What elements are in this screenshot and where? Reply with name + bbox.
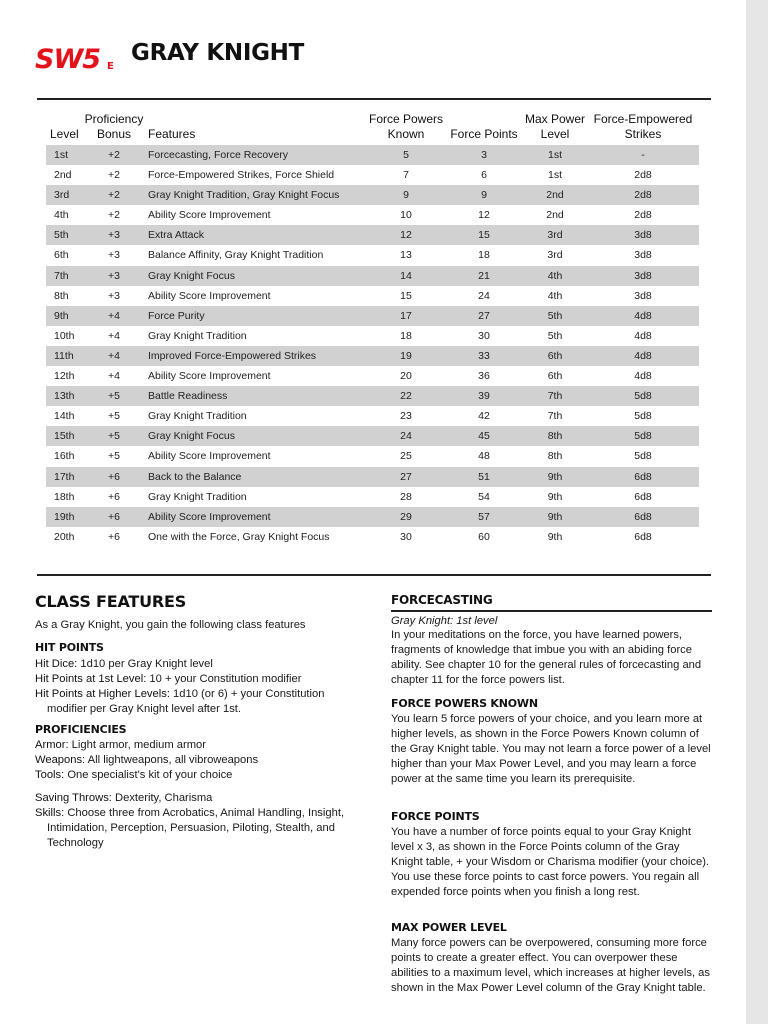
cell-features: Gray Knight Tradition xyxy=(148,329,247,342)
cell-proficiency: +5 xyxy=(108,430,120,443)
forcecasting-body: In your meditations on the force, you have learned powers, fragments of knowledge that imbue you with an abiding force ability. See chapter 10 for the general rules of forcecasting and chapter 11 for the force powers list. xyxy=(391,629,702,686)
header-powers-known-bottom: Known xyxy=(387,127,425,141)
table-row xyxy=(46,507,699,527)
header-max-level-top: Max Power xyxy=(524,112,586,126)
cell-proficiency: +6 xyxy=(108,490,120,503)
table-row xyxy=(46,406,699,426)
forcecasting-sub-value: 1st level xyxy=(456,615,498,627)
skills-label: Skills: xyxy=(35,807,65,819)
hit-dice-line xyxy=(35,657,367,672)
cell-force-points: 18 xyxy=(478,249,490,262)
cell-strikes: 3d8 xyxy=(634,249,652,262)
cell-strikes: 5d8 xyxy=(634,450,652,463)
header-force-points: Force Points xyxy=(450,127,518,141)
header-max-level-bottom: Level xyxy=(540,127,570,141)
cell-level: 14th xyxy=(54,410,75,423)
skills-value: Choose three from Acrobatics, Animal Handling, Insight, Intimidation, Perception, Persuasion, Piloting, Stealth, and Technology xyxy=(47,807,345,849)
cell-proficiency: +3 xyxy=(108,269,120,282)
cell-powers-known: 27 xyxy=(400,470,412,483)
table-row xyxy=(46,366,699,386)
cell-max-level: 5th xyxy=(547,329,563,342)
cell-force-points: 39 xyxy=(478,390,490,403)
cell-force-points: 51 xyxy=(478,470,490,483)
cell-features: One with the Force, Gray Knight Focus xyxy=(148,530,330,543)
hp-first-level-label: Hit Points at 1st Level: xyxy=(35,673,147,685)
cell-strikes: 4d8 xyxy=(634,349,652,362)
cell-features: Gray Knight Tradition xyxy=(148,490,247,503)
cell-max-level: 1st xyxy=(547,149,562,161)
cell-max-level: 1st xyxy=(547,169,562,182)
sw5e-logo xyxy=(35,44,119,74)
cell-max-level: 9th xyxy=(547,510,563,523)
hit-dice-value: 1d10 per Gray Knight level xyxy=(80,658,213,670)
table-row xyxy=(46,426,699,446)
progression-table-body xyxy=(46,145,699,547)
cell-powers-known: 10 xyxy=(400,209,412,222)
cell-powers-known: 12 xyxy=(400,229,412,242)
cell-force-points: 33 xyxy=(478,349,490,362)
cell-proficiency: +6 xyxy=(108,510,120,523)
tools-line xyxy=(35,768,367,783)
cell-level: 3rd xyxy=(54,189,70,202)
cell-force-points: 45 xyxy=(478,430,490,443)
table-row xyxy=(46,306,699,326)
cell-force-points: 6 xyxy=(481,169,487,182)
cell-level: 5th xyxy=(54,229,69,242)
cell-max-level: 2nd xyxy=(546,209,564,222)
cell-features: Battle Readiness xyxy=(148,390,228,403)
cell-strikes: 2d8 xyxy=(634,189,652,202)
table-row xyxy=(46,245,699,265)
cell-powers-known: 25 xyxy=(400,450,412,463)
armor-line xyxy=(35,738,367,753)
cell-strikes: 6d8 xyxy=(634,470,652,483)
cell-force-points: 9 xyxy=(481,189,487,202)
force-points-heading: FORCE POINTS xyxy=(391,810,480,823)
cell-proficiency: +3 xyxy=(108,229,120,242)
cell-max-level: 7th xyxy=(547,390,563,403)
table-row xyxy=(46,326,699,346)
table-row xyxy=(46,487,699,507)
cell-features: Force Purity xyxy=(148,309,205,322)
cell-level: 15th xyxy=(54,430,75,443)
cell-strikes: 2d8 xyxy=(634,169,652,182)
cell-features: Improved Force-Empowered Strikes xyxy=(148,349,317,362)
cell-proficiency: +2 xyxy=(108,169,120,182)
force-powers-known-heading: FORCE POWERS KNOWN xyxy=(391,697,538,710)
cell-features: Gray Knight Focus xyxy=(148,430,235,443)
proficiencies-heading: PROFICIENCIES xyxy=(35,723,127,736)
cell-max-level: 4th xyxy=(547,289,563,302)
table-row xyxy=(46,266,699,286)
cell-proficiency: +6 xyxy=(108,470,120,483)
cell-proficiency: +3 xyxy=(108,289,120,302)
cell-powers-known: 24 xyxy=(400,430,412,443)
force-points-body: You have a number of force points equal to your Gray Knight level x 3, as shown in the Force Points column of the Gray Knight table, + your Wisdom or Charisma modifier (your choice). You use these force points to cast force powers. You regain all expended force points when you finish a long rest. xyxy=(391,826,710,898)
table-row xyxy=(46,205,699,225)
table-row xyxy=(46,185,699,205)
cell-proficiency: +5 xyxy=(108,390,120,403)
cell-max-level: 9th xyxy=(547,490,563,503)
cell-powers-known: 9 xyxy=(403,189,409,202)
table-row xyxy=(46,386,699,406)
cell-max-level: 8th xyxy=(547,430,563,443)
cell-strikes: 3d8 xyxy=(634,289,652,302)
cell-level: 1st xyxy=(54,149,69,161)
cell-proficiency: +4 xyxy=(108,370,120,383)
cell-level: 18th xyxy=(54,490,75,503)
cell-strikes: 5d8 xyxy=(634,390,652,403)
cell-features: Back to the Balance xyxy=(148,470,242,483)
cell-max-level: 6th xyxy=(547,349,563,362)
cell-features: Ability Score Improvement xyxy=(148,370,271,383)
tools-value: One specialist's kit of your choice xyxy=(67,769,233,781)
header-powers-known-top: Force Powers xyxy=(368,112,444,126)
table-row xyxy=(46,446,699,466)
cell-features: Force-Empowered Strikes, Force Shield xyxy=(148,169,335,182)
hit-dice-label: Hit Dice: xyxy=(35,658,78,670)
cell-level: 13th xyxy=(54,390,75,403)
cell-powers-known: 30 xyxy=(400,530,412,543)
cell-features: Balance Affinity, Gray Knight Tradition xyxy=(148,249,324,262)
weapons-value: All lightweapons, all vibroweapons xyxy=(87,754,259,766)
table-row xyxy=(46,346,699,366)
cell-level: 4th xyxy=(54,209,69,222)
cell-features: Extra Attack xyxy=(148,229,205,242)
cell-features: Ability Score Improvement xyxy=(148,510,271,523)
armor-label: Armor: xyxy=(35,739,69,751)
cell-powers-known: 22 xyxy=(400,390,412,403)
cell-strikes: 4d8 xyxy=(634,329,652,342)
header-strikes-top: Force-Empowered xyxy=(593,112,693,126)
logo-main-text: SW5 xyxy=(35,44,101,74)
cell-force-points: 48 xyxy=(478,450,490,463)
hit-points-heading: HIT POINTS xyxy=(35,641,104,654)
forcecasting-heading: FORCECASTING xyxy=(391,593,493,607)
skills-line xyxy=(35,806,352,851)
cell-proficiency: +2 xyxy=(108,189,120,202)
cell-strikes: 4d8 xyxy=(634,370,652,383)
page-edge-band xyxy=(746,0,768,1024)
header-features: Features xyxy=(148,127,196,141)
cell-strikes: 5d8 xyxy=(634,410,652,423)
cell-max-level: 6th xyxy=(547,370,563,383)
cell-max-level: 9th xyxy=(547,530,563,543)
header-strikes-bottom: Strikes xyxy=(624,127,662,141)
cell-max-level: 2nd xyxy=(546,189,564,202)
cell-level: 7th xyxy=(54,269,69,282)
cell-features: Ability Score Improvement xyxy=(148,450,271,463)
force-powers-known-body: You learn 5 force powers of your choice, and you learn more at higher levels, as shown in the Force Powers Known column of the Gray Knight table. You may not learn a force power of a level higher than your Max Power Level, and you may learn a force power at the same time you learn its prerequisite. xyxy=(391,713,711,785)
cell-level: 10th xyxy=(54,329,75,342)
hp-higher-levels-value: 1d10 (or 6) + your Constitution modifier per Gray Knight level after 1st. xyxy=(47,688,325,715)
cell-strikes: 6d8 xyxy=(634,490,652,503)
max-power-level-body: Many force powers can be overpowered, consuming more force points to create a greater effect. You can overpower these abilities to a maximum level, which increases at higher levels, as shown in the Max Power Level column of the Gray Knight table. xyxy=(391,937,710,994)
hp-first-level-line xyxy=(35,672,367,687)
cell-proficiency: +2 xyxy=(108,149,120,161)
cell-powers-known: 17 xyxy=(400,309,412,322)
cell-force-points: 3 xyxy=(481,149,487,161)
cell-level: 2nd xyxy=(54,169,72,182)
cell-powers-known: 23 xyxy=(400,410,412,423)
hp-higher-levels-line xyxy=(35,687,367,717)
cell-proficiency: +3 xyxy=(108,249,120,262)
class-features-heading: CLASS FEATURES xyxy=(35,592,187,611)
table-top-rule xyxy=(37,98,711,100)
cell-features: Ability Score Improvement xyxy=(148,209,271,222)
armor-value: Light armor, medium armor xyxy=(71,739,206,751)
cell-powers-known: 18 xyxy=(400,329,412,342)
cell-features: Forcecasting, Force Recovery xyxy=(148,149,289,161)
forcecasting-sub xyxy=(391,614,713,629)
cell-strikes: 4d8 xyxy=(634,309,652,322)
table-row xyxy=(46,165,699,185)
cell-powers-known: 14 xyxy=(400,269,412,282)
cell-proficiency: +4 xyxy=(108,329,120,342)
forcecasting-sub-label: Gray Knight: xyxy=(391,615,454,627)
cell-strikes: 3d8 xyxy=(634,229,652,242)
cell-level: 19th xyxy=(54,510,75,523)
cell-max-level: 3rd xyxy=(547,229,563,242)
cell-force-points: 54 xyxy=(478,490,490,503)
cell-force-points: 27 xyxy=(478,309,490,322)
tools-label: Tools: xyxy=(35,769,65,781)
cell-strikes: 6d8 xyxy=(634,530,652,543)
cell-strikes: 5d8 xyxy=(634,430,652,443)
cell-powers-known: 19 xyxy=(400,349,412,362)
saving-throws-value: Dexterity, Charisma xyxy=(115,792,213,804)
cell-force-points: 12 xyxy=(478,209,490,222)
cell-powers-known: 20 xyxy=(400,370,412,383)
cell-strikes: 2d8 xyxy=(634,209,652,222)
hp-higher-levels-label: Hit Points at Higher Levels: xyxy=(35,688,170,700)
table-header xyxy=(0,112,746,142)
cell-force-points: 24 xyxy=(478,289,490,302)
cell-max-level: 9th xyxy=(547,470,563,483)
cell-force-points: 30 xyxy=(478,329,490,342)
forcecasting-rule xyxy=(391,610,712,612)
table-row xyxy=(46,225,699,245)
cell-level: 20th xyxy=(54,530,75,543)
cell-strikes: 6d8 xyxy=(634,510,652,523)
cell-force-points: 21 xyxy=(478,269,490,282)
cell-proficiency: +6 xyxy=(108,530,120,543)
cell-powers-known: 7 xyxy=(403,169,409,182)
cell-force-points: 57 xyxy=(478,510,490,523)
cell-powers-known: 15 xyxy=(400,289,412,302)
cell-level: 6th xyxy=(54,249,69,262)
cell-max-level: 4th xyxy=(547,269,563,282)
weapons-label: Weapons: xyxy=(35,754,86,766)
cell-level: 9th xyxy=(54,309,69,322)
cell-level: 8th xyxy=(54,289,69,302)
cell-max-level: 7th xyxy=(547,410,563,423)
class-features-intro: As a Gray Knight, you gain the following class features xyxy=(35,619,306,631)
cell-level: 16th xyxy=(54,450,75,463)
cell-proficiency: +4 xyxy=(108,309,120,322)
cell-features: Gray Knight Tradition xyxy=(148,410,247,423)
cell-force-points: 60 xyxy=(478,530,490,543)
cell-max-level: 8th xyxy=(547,450,563,463)
saving-throws-label: Saving Throws: xyxy=(35,792,112,804)
header-proficiency-top: Proficiency xyxy=(84,112,144,126)
cell-level: 11th xyxy=(54,349,74,362)
cell-max-level: 3rd xyxy=(547,249,563,262)
cell-force-points: 42 xyxy=(478,410,490,423)
header-proficiency-bottom: Bonus xyxy=(96,127,132,141)
saving-throws-line xyxy=(35,791,367,806)
page-title: GRAY KNIGHT xyxy=(131,40,304,66)
cell-max-level: 5th xyxy=(547,309,563,322)
cell-features: Ability Score Improvement xyxy=(148,289,271,302)
cell-proficiency: +4 xyxy=(108,349,120,362)
cell-proficiency: +5 xyxy=(108,450,120,463)
cell-proficiency: +5 xyxy=(108,410,120,423)
cell-powers-known: 29 xyxy=(400,510,412,523)
cell-strikes: - xyxy=(641,149,645,161)
table-row xyxy=(46,527,699,547)
table-row xyxy=(46,145,699,165)
table-row xyxy=(46,467,699,487)
header-level: Level xyxy=(50,127,79,141)
cell-strikes: 3d8 xyxy=(634,269,652,282)
cell-level: 12th xyxy=(54,370,75,383)
cell-level: 17th xyxy=(54,470,75,483)
cell-force-points: 36 xyxy=(478,370,490,383)
cell-proficiency: +2 xyxy=(108,209,120,222)
cell-force-points: 15 xyxy=(478,229,490,242)
max-power-level-heading: MAX POWER LEVEL xyxy=(391,921,507,934)
logo-suffix-text: E xyxy=(107,61,114,72)
weapons-line xyxy=(35,753,367,768)
section-rule xyxy=(37,574,711,576)
cell-powers-known: 28 xyxy=(400,490,412,503)
hp-first-level-value: 10 + your Constitution modifier xyxy=(149,673,302,685)
cell-powers-known: 13 xyxy=(400,249,412,262)
cell-powers-known: 5 xyxy=(403,149,409,161)
table-row xyxy=(46,286,699,306)
cell-features: Gray Knight Focus xyxy=(148,269,235,282)
cell-features: Gray Knight Tradition, Gray Knight Focus xyxy=(148,189,340,202)
